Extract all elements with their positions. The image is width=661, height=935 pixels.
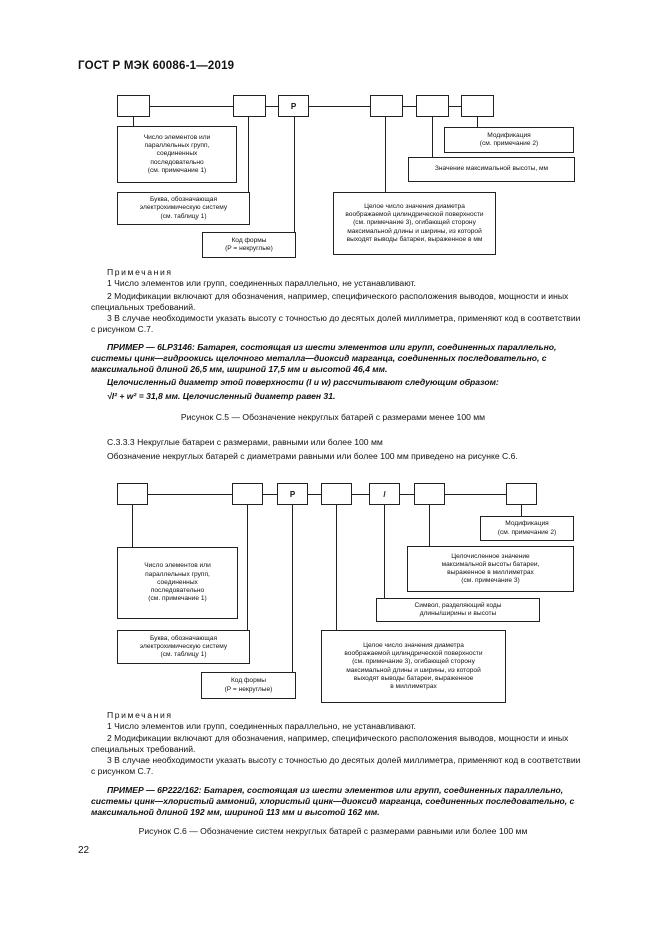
connector bbox=[445, 494, 506, 495]
code-box-form: P bbox=[278, 95, 309, 117]
label-letter: Буква, обозначающая электрохимическую систему (см. таблицу 1) bbox=[117, 192, 250, 225]
note-1: 1 Число элементов или групп, соединенных параллельно, не устанавливают. bbox=[107, 721, 416, 731]
code-box-symbol: / bbox=[369, 483, 400, 505]
code-box-height bbox=[414, 483, 445, 505]
leader-line bbox=[384, 505, 385, 598]
label-elements: Число элементов или параллельных групп, соединенных последовательно (см. примечание 1) bbox=[117, 547, 238, 619]
leader-line bbox=[133, 117, 134, 126]
label-diameter: Целое число значения диаметра воображаемой цилиндрической поверхности (см. примечание 3), огибающей сторону максимальной длины и ширины, из которой выходят выводы батареи, выраженное в миллиметрах bbox=[321, 630, 506, 703]
leader-line bbox=[432, 117, 433, 157]
connector bbox=[266, 106, 278, 107]
notes-title: Примечания bbox=[107, 267, 173, 277]
connector bbox=[308, 494, 321, 495]
connector bbox=[352, 494, 369, 495]
label-modification: Модификация (см. примечание 2) bbox=[444, 127, 574, 153]
leader-line bbox=[521, 505, 522, 516]
section-heading: С.3.3.3 Некруглые батареи с размерами, равными или более 100 мм bbox=[107, 437, 383, 447]
label-letter: Буква, обозначающая электрохимическую систему (см. таблицу 1) bbox=[117, 630, 250, 664]
code-box-letter bbox=[232, 483, 263, 505]
leader-line bbox=[248, 117, 249, 192]
notes-title: Примечания bbox=[107, 710, 173, 720]
label-height: Значение максимальной высоты, мм bbox=[408, 157, 575, 182]
connector bbox=[309, 106, 370, 107]
note-2: 2 Модификации включают для обозначения, например, специфического расположения выводов, мощности и иных специальных требований. bbox=[91, 291, 569, 312]
page-header: ГОСТ Р МЭК 60086-1—2019 bbox=[78, 60, 235, 72]
code-box-modification bbox=[461, 95, 494, 117]
connector bbox=[449, 106, 461, 107]
code-box-form: P bbox=[277, 483, 308, 505]
label-diameter: Целое число значения диаметра воображаемой цилиндрической поверхности (см. примечание 3), огибающей сторону максимальной длины и ширины, из которой выходят выводы батареи, выраженное в мм bbox=[333, 192, 496, 255]
code-box-letter bbox=[233, 95, 266, 117]
example-text: ПРИМЕР — 6P222/162: Батарея, состоящая из шести элементов или групп, соединенных параллельно, системы цинк—хлористый аммоний, хлористый цинк—диоксид марганца, соединенных последовательно, с максимальной длиной 192 мм, шириной 113 мм и высотой 162 мм. bbox=[91, 785, 575, 817]
leader-line bbox=[132, 505, 133, 547]
label-symbol: Символ, разделяющий коды длины/ширины и высоты bbox=[376, 598, 540, 622]
connector bbox=[150, 106, 233, 107]
section-text: Обозначение некруглых батарей с диаметрами равными или более 100 мм приведено на рисунке С.6. bbox=[107, 451, 518, 461]
code-box-height bbox=[416, 95, 449, 117]
note-1: 1 Число элементов или групп, соединенных параллельно, не устанавливают. bbox=[107, 278, 416, 288]
example-formula-intro: Целочисленный диаметр этой поверхности (l и w) рассчитывают следующим образом: bbox=[107, 377, 499, 387]
label-height: Целочисленное значение максимальной высоты батареи, выраженное в миллиметрах (см. примечание 3) bbox=[407, 546, 574, 592]
connector bbox=[148, 494, 232, 495]
example-formula: √l² + w² = 31,8 мм. Целочисленный диаметр равен 31. bbox=[107, 391, 336, 401]
note-3: 3 В случае необходимости указать высоту с точностью до десятых долей миллиметра, применяют код в соответствии с рисунком С.7. bbox=[91, 313, 581, 334]
leader-line bbox=[477, 117, 478, 127]
leader-line bbox=[247, 505, 248, 630]
connector bbox=[400, 494, 414, 495]
code-box-diameter bbox=[321, 483, 352, 505]
note-2: 2 Модификации включают для обозначения, например, специфического расположения выводов, мощности и иных специальных требований. bbox=[91, 733, 569, 754]
code-box-elements bbox=[117, 95, 150, 117]
figure-caption-c5: Рисунок С.5 — Обозначение некруглых батарей с размерами менее 100 мм bbox=[180, 412, 486, 422]
connector bbox=[263, 494, 277, 495]
label-modification: Модификация (см. примечание 2) bbox=[480, 516, 574, 541]
example-text: ПРИМЕР — 6LP3146: Батарея, состоящая из шести элементов или групп, соединенных параллельно, системы цинк—гидроокись щелочного металла—диоксид марганца, соединенных последовательно, с максимальной длиной 26,5 мм, шириной 17,5 мм и высотой 46,4 мм. bbox=[91, 342, 557, 374]
page-number: 22 bbox=[78, 845, 90, 856]
note-3: 3 В случае необходимости указать высоту с точностью до десятых долей миллиметра, применяют код в соответствии с рисунком С.7. bbox=[91, 755, 581, 776]
figure-caption-c6: Рисунок С.6 — Обозначение систем некруглых батарей с размерами равными или более 100 мм bbox=[138, 826, 528, 836]
leader-line bbox=[385, 117, 386, 192]
code-box-modification bbox=[506, 483, 537, 505]
label-form: Код формы (P = некруглые) bbox=[201, 672, 296, 699]
leader-line bbox=[336, 505, 337, 630]
leader-line bbox=[292, 505, 293, 672]
code-box-elements bbox=[117, 483, 148, 505]
label-form: Код формы (P = некруглые) bbox=[202, 232, 296, 258]
connector bbox=[403, 106, 416, 107]
leader-line bbox=[429, 505, 430, 546]
label-elements: Число элементов или параллельных групп, соединенных последовательно (см. примечание 1) bbox=[117, 126, 237, 183]
code-box-diameter bbox=[370, 95, 403, 117]
leader-line bbox=[294, 117, 295, 232]
